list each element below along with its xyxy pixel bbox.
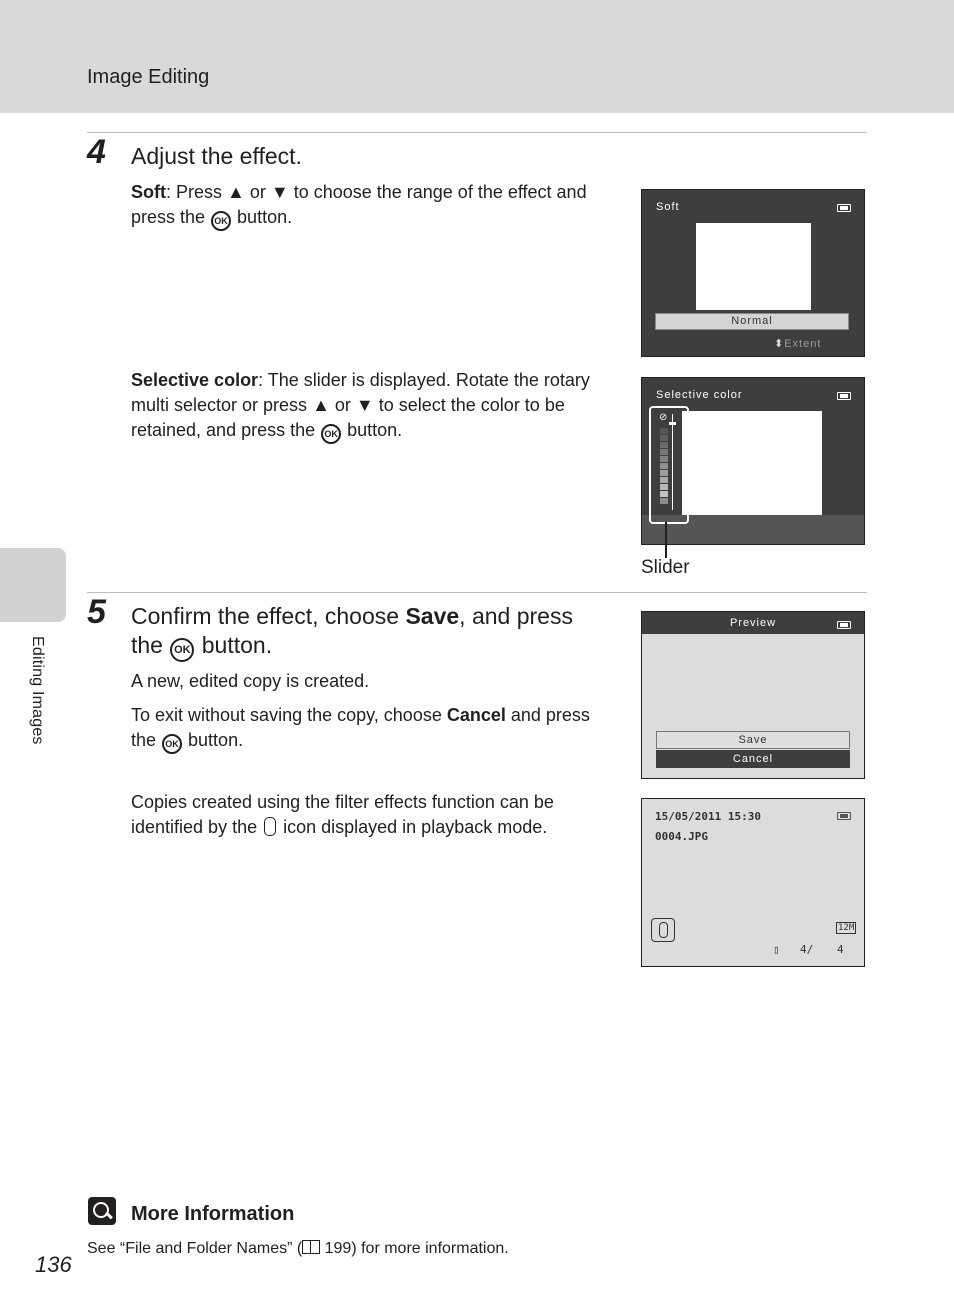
selective-screen	[641, 377, 865, 545]
save-option[interactable]: Save	[656, 731, 850, 749]
playback-filename: 0004.JPG	[655, 830, 708, 843]
side-tab	[0, 548, 66, 622]
image-size-icon: 12M	[838, 923, 855, 933]
soft-preview-image	[696, 223, 811, 310]
selective-screen-title: Selective color	[656, 389, 743, 401]
header-band	[0, 0, 954, 113]
slider-thumb[interactable]	[669, 422, 676, 425]
selective-preview-image	[682, 411, 822, 515]
step5-title-c: button.	[195, 632, 273, 658]
battery-icon	[837, 392, 851, 400]
frame-count: 4	[837, 943, 844, 956]
step5-p1: A new, edited copy is created.	[131, 671, 370, 691]
soft-or: or	[244, 182, 271, 202]
more-info-text	[87, 1240, 509, 1258]
more-info-text-b: 199) for more information.	[320, 1240, 509, 1257]
step5-title	[131, 602, 611, 662]
more-info-icon	[88, 1197, 116, 1225]
step5-p3	[131, 790, 601, 840]
soft-term: Soft	[131, 182, 166, 202]
step5-p3-b: icon displayed in playback mode.	[278, 817, 548, 837]
slider-swatch	[660, 442, 668, 448]
slider-swatch	[660, 456, 668, 462]
step5-number: 5	[87, 593, 106, 631]
step5-p3-a: Copies created using the filter effects function can be identified by the	[131, 792, 554, 837]
down-arrow-icon: ▼	[270, 182, 289, 202]
step4-number: 4	[87, 133, 106, 171]
up-down-icon: ⬍	[774, 338, 785, 350]
selective-text-a: : The slider is displayed. Rotate the rotary multi selector or press	[131, 370, 590, 415]
frame-number: 4/	[800, 943, 814, 956]
slider-swatch	[660, 449, 668, 455]
filter-effects-icon	[264, 817, 276, 836]
ok-button-icon: OK	[162, 734, 182, 754]
slider-swatch	[660, 491, 668, 497]
step5-p2-a: To exit without saving the copy, choose	[131, 705, 447, 725]
color-slider[interactable]	[649, 406, 689, 524]
page-number: 136	[35, 1252, 72, 1277]
selective-text-b: to select the color to be retained, and press the	[131, 395, 565, 440]
soft-text-b: to choose the range of the effect and press the	[131, 182, 587, 227]
ok-button-icon: OK	[170, 638, 194, 662]
slider-swatch	[660, 477, 668, 483]
soft-text-a: : Press	[166, 182, 228, 202]
extent-hint	[774, 337, 821, 350]
battery-icon	[837, 204, 851, 212]
step5-title-save: Save	[405, 603, 460, 629]
battery-icon	[837, 812, 851, 820]
selective-paragraph	[131, 368, 611, 444]
side-tab-label: Editing Images	[29, 636, 46, 745]
cancel-option[interactable]: Cancel	[656, 750, 850, 768]
slider-swatch	[660, 470, 668, 476]
step5-p2-cancel: Cancel	[446, 705, 506, 725]
slider-track	[672, 414, 673, 510]
ok-button-icon: OK	[321, 424, 341, 444]
soft-option-normal[interactable]: Normal	[655, 313, 849, 330]
step5-title-b: , and press the	[131, 603, 573, 658]
step5-rule	[87, 592, 867, 593]
step4-rule	[87, 132, 867, 133]
preview-screen	[641, 611, 865, 779]
playback-datetime: 15/05/2011 15:30	[655, 810, 761, 823]
soft-text-c: button.	[232, 207, 293, 227]
preview-title: Preview	[642, 612, 864, 634]
slider-callout-label: Slider	[641, 557, 690, 578]
slider-swatch	[660, 428, 668, 434]
extent-label: Extent	[784, 338, 822, 350]
slider-swatch	[660, 498, 668, 504]
up-arrow-icon: ▲	[312, 395, 330, 415]
more-info-text-a: See “File and Folder Names” (	[87, 1240, 303, 1257]
step5-p2	[131, 703, 591, 754]
slider-swatch	[660, 435, 668, 441]
step4-title: Adjust the effect.	[131, 143, 302, 169]
book-icon	[302, 1240, 320, 1254]
step5-title-a: Confirm the effect, choose	[131, 603, 406, 629]
filter-effects-icon	[651, 918, 675, 942]
selective-term: Selective color	[131, 370, 259, 390]
battery-icon	[837, 621, 851, 629]
soft-screen-title: Soft	[656, 201, 680, 213]
slider-swatch	[660, 463, 668, 469]
down-arrow-icon: ▼	[355, 395, 374, 415]
protect-icon: ▯	[773, 943, 780, 956]
step5-p2-b: and press the	[131, 705, 590, 750]
more-info-title: More Information	[131, 1203, 295, 1225]
playback-screen	[641, 798, 865, 967]
section-title: Image Editing	[87, 66, 210, 88]
no-color-icon: ⊘	[659, 412, 668, 423]
soft-paragraph	[131, 180, 611, 231]
step5-p2-c: button.	[183, 730, 244, 750]
up-arrow-icon: ▲	[227, 182, 245, 202]
selective-or: or	[329, 395, 356, 415]
slider-swatch	[660, 484, 668, 490]
ok-button-icon: OK	[211, 211, 231, 231]
selective-text-c: button.	[342, 420, 403, 440]
soft-screen	[641, 189, 865, 357]
slider-callout-line	[665, 522, 667, 558]
